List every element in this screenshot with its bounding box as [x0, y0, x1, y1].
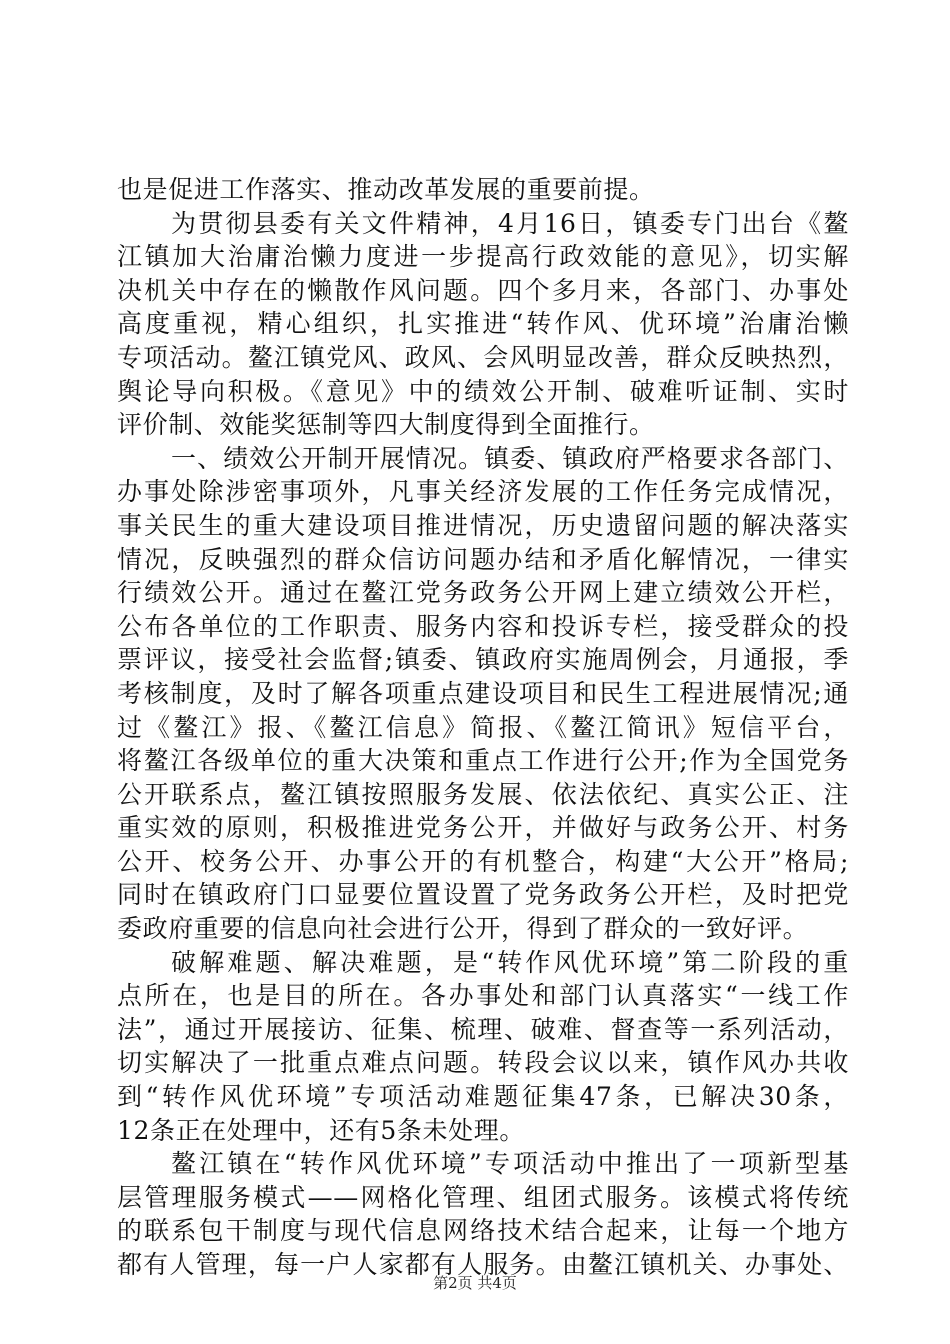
text-line: 同时在镇政府门口显要位置设置了党务政务公开栏，及时把党 — [117, 880, 849, 910]
text-line: 专项活动。鳌江镇党风、政风、会风明显改善，群众反映热烈， — [117, 342, 849, 372]
text-line: 的联系包干制度与现代信息网络技术结合起来，让每一个地方 — [117, 1216, 849, 1246]
text-line: 过《鳌江》报、《鳌江信息》简报、《鳌江简讯》短信平台， — [117, 712, 849, 742]
paragraph-first-line: 鳌江镇在“转作风优环境”专项活动中推出了一项新型基 — [171, 1149, 849, 1179]
body-text — [117, 173, 849, 1282]
text-line: 办事处除涉密事项外，凡事关经济发展的工作任务完成情况， — [117, 477, 849, 507]
paragraph-first-line: 一、绩效公开制开展情况。镇委、镇政府严格要求各部门、 — [171, 443, 849, 473]
text-line: 江镇加大治庸治懒力度进一步提高行政效能的意见》，切实解 — [117, 242, 849, 272]
paragraph-first-line: 为贯彻县委有关文件精神，4月16日，镇委专门出台《鳌 — [171, 208, 849, 238]
text-line: 公布各单位的工作职责、服务内容和投诉专栏，接受群众的投 — [117, 611, 849, 641]
text-line: 票评议，接受社会监督;镇委、镇政府实施周例会，月通报，季 — [117, 645, 849, 675]
text-line: 行绩效公开。通过在鳌江党务政务公开网上建立绩效公开栏， — [117, 578, 849, 608]
text-line: 公开联系点，鳌江镇按照服务发展、依法依纪、真实公正、注 — [117, 779, 849, 809]
text-line: 公开、校务公开、办事公开的有机整合，构建“大公开”格局; — [117, 846, 849, 876]
text-line: 将鳌江各级单位的重大决策和重点工作进行公开;作为全国党务 — [117, 746, 849, 776]
text-line: 都有人管理，每一户人家都有人服务。由鳌江镇机关、办事处、 — [117, 1250, 849, 1279]
page-number-footer: 第2页 共4页 — [433, 1274, 517, 1292]
text-line: 考核制度，及时了解各项重点建设项目和民生工程进展情况;通 — [117, 678, 849, 708]
text-line: 事关民生的重大建设项目推进情况，历史遗留问题的解决落实 — [117, 510, 849, 540]
text-line: 评价制、效能奖惩制等四大制度得到全面推行。 — [117, 410, 655, 440]
text-line: 到“转作风优环境”专项活动难题征集47条，已解决30条， — [117, 1082, 849, 1112]
text-line: 舆论导向积极。《意见》中的绩效公开制、破难听证制、实时 — [117, 376, 849, 406]
text-line: 切实解决了一批重点难点问题。转段会议以来，镇作风办共收 — [117, 1048, 849, 1078]
text-line: 委政府重要的信息向社会进行公开，得到了群众的一致好评。 — [117, 914, 809, 944]
text-line: 法”，通过开展接访、征集、梳理、破难、督查等一系列活动， — [117, 1014, 849, 1044]
text-line: 情况，反映强烈的群众信访问题办结和矛盾化解情况，一律实 — [117, 544, 849, 574]
text-line: 也是促进工作落实、推动改革发展的重要前提。 — [117, 175, 655, 204]
text-line: 12条正在处理中，还有5条未处理。 — [117, 1115, 525, 1145]
text-line: 层管理服务模式——网格化管理、组团式服务。该模式将传统 — [117, 1182, 849, 1212]
paragraph-first-line: 破解难题、解决难题，是“转作风优环境”第二阶段的重 — [171, 947, 849, 977]
text-line: 重实效的原则，积极推进党务公开，并做好与政务公开、村务 — [117, 813, 849, 843]
text-line: 决机关中存在的懒散作风问题。四个多月来，各部门、办事处 — [117, 275, 849, 305]
text-line: 高度重视，精心组织，扎实推进“转作风、优环境”治庸治懒 — [117, 309, 849, 339]
text-line: 点所在，也是目的所在。各办事处和部门认真落实“一线工作 — [117, 981, 849, 1011]
